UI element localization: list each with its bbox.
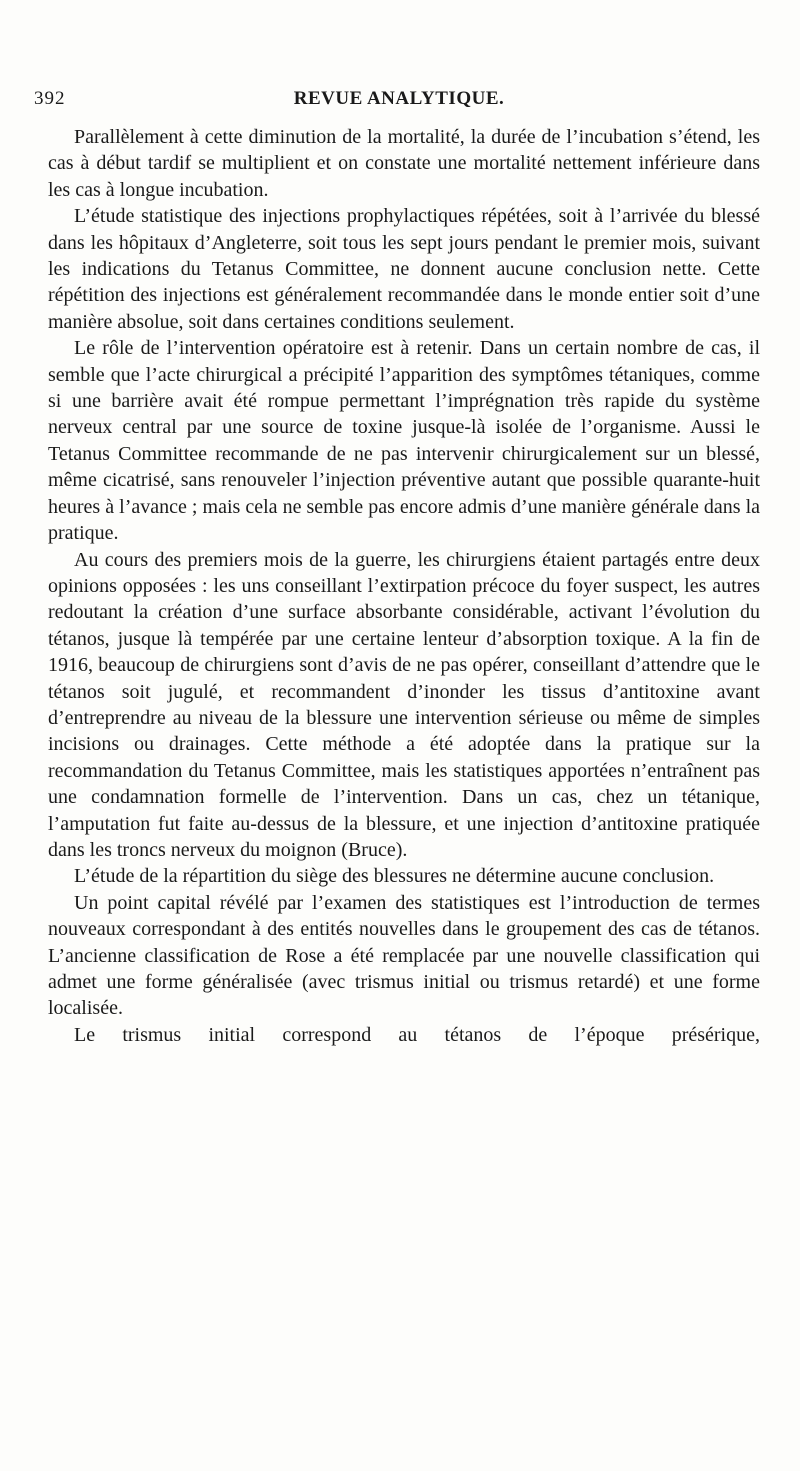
paragraph-surgical-intervention: Le rôle de l’intervention opératoire est à retenir. Dans un certain nombre de cas, il semble que l’acte chirurgical a précipité l’apparition des symptômes tétaniques, comme si une barrière avait été rompue permettant l’imprégnation très rapide du système nerveux central par une source de toxine jusque-là isolée de l’organisme. Aussi le Tetanus Committee recommande de ne pas intervenir chirurgicalement sur un blessé, même cicatrisé, sans renouveler l’injection préventive autant que possible quarante-huit heures à l’avance ; mais cela ne semble pas encore admis d’une manière générale dans la pratique. (48, 337, 760, 545)
paragraph-wound-location: L’étude de la répartition du siège des blessures ne détermine aucune conclusion. (74, 865, 715, 888)
running-title: REVUE ANALYTIQUE. (293, 88, 505, 109)
body-text (48, 124, 760, 1048)
paragraph-classification: Un point capital révélé par l’examen des statistiques est l’introduction de termes nouveaux correspondant à des entités nouvelles dans le groupement des cas de tétanos. L’ancienne classification de Rose a été remplacée par une nouvelle classification qui admet une forme généralisée (avec trismus initial ou trismus retardé) et une forme localisée. (48, 891, 760, 1020)
running-head (34, 88, 764, 118)
paragraph-surgeons-opinions: Au cours des premiers mois de la guerre, les chirurgiens étaient partagés entre deux opinions opposées : les uns conseillant l’extirpation précoce du foyer suspect, les autres redoutant la création d’une surface absorbante considérable, activant l’évolution du tétanos, jusque là tempérée par une certaine lenteur d’absorption toxique. A la fin de 1916, beaucoup de chirurgiens sont d’avis de ne pas opérer, conseillant d’attendre que le tétanos soit jugulé, et recommandent d’inonder les tissus d’antitoxine avant d’entreprendre au niveau de la blessure une intervention sérieuse ou même de simples incisions ou drainages. Cette méthode a été adoptée dans la pratique sur la recommandation du Tetanus Committee, mais les statistiques apportées n’entraînent pas une condamnation formelle de l’intervention. Dans un cas, chez un tétanique, l’amputation fut faite au-dessus de la blessure, et une injection d’antitoxine pratiquée dans les troncs nerveux du moignon (Bruce). (48, 548, 760, 861)
page-number: 392 (34, 88, 66, 109)
paragraph-prophylactic-injections: L’étude statistique des injections prophylactiques répétées, soit à l’arrivée du blessé dans les hôpitaux d’Angleterre, soit tous les sept jours pendant le premier mois, suivant les indications du Tetanus Committee, ne donnent aucune conclusion nette. Cette répétition des injections est généralement recommandée dans le monde entier soit d’une manière absolue, soit dans certaines conditions seulement. (48, 205, 760, 333)
paragraph-initial-trismus: Le trismus initial correspond au tétanos de l’époque présérique, (74, 1023, 760, 1046)
paragraph-mortality: Parallèlement à cette diminution de la mortalité, la durée de l’incubation s’étend, les cas à début tardif se multiplient et on constate une mortalité nettement inférieure dans les cas à longue incubation. (48, 126, 760, 201)
